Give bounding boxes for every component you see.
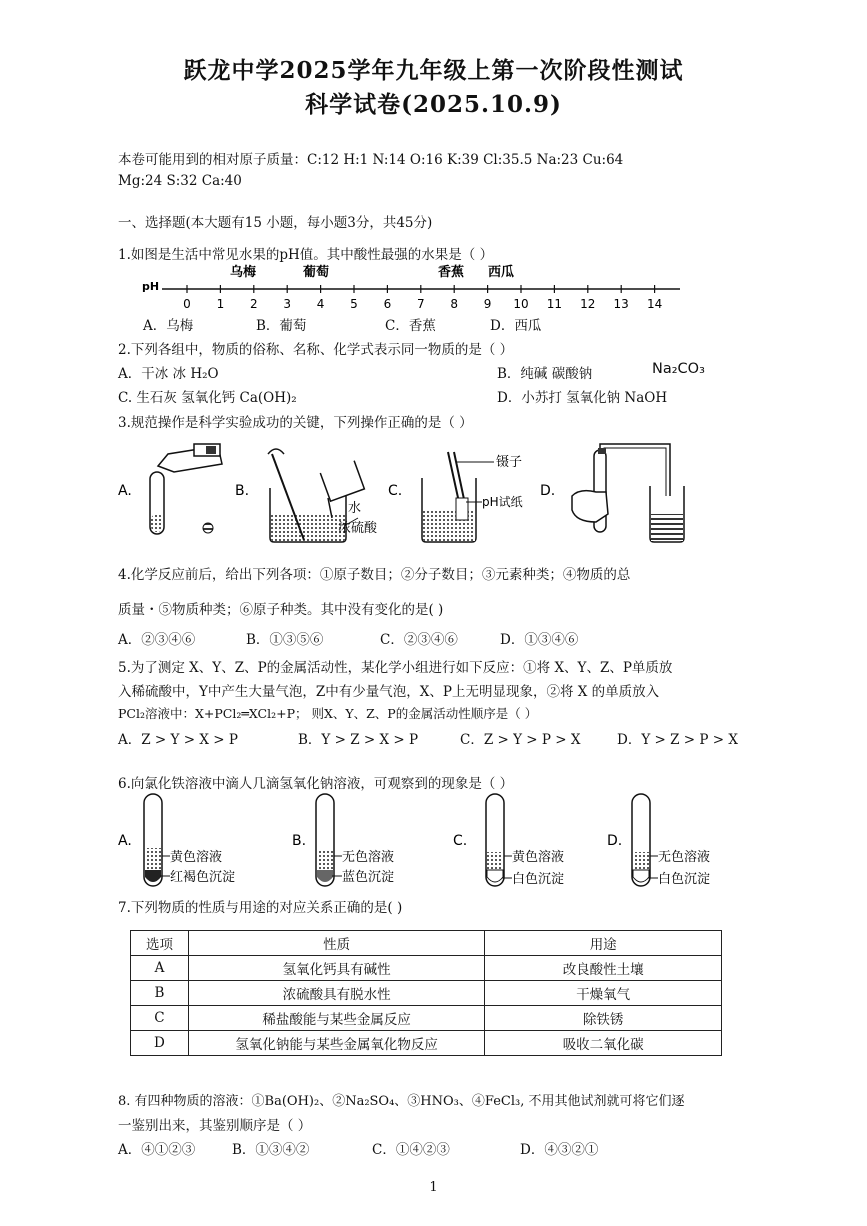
q1-option-c: C．香蕉 bbox=[385, 318, 436, 334]
table-cell: D bbox=[131, 1031, 189, 1056]
q5-stem-line-2: 入稀硫酸中，Y中产生大量气泡，Z中有少量气泡，X、P上无明显现象，②将 X 的单质放入 bbox=[118, 684, 660, 700]
operation-a-figure bbox=[118, 444, 222, 534]
q3-stem: 3.规范操作是科学实验成功的关键，下列操作正确的是（ ） bbox=[118, 415, 473, 431]
table-row bbox=[131, 956, 722, 981]
svg-text:浓硫酸: 浓硫酸 bbox=[338, 521, 378, 536]
operation-b-figure bbox=[235, 449, 378, 542]
q5-option-c: C．Z > Y > P > X bbox=[460, 732, 581, 748]
ph-tick-label: 11 bbox=[546, 297, 563, 311]
svg-text:B.: B. bbox=[235, 483, 250, 499]
section-heading: 一、选择题(本大题有15 小题，每小题3分，共45分) bbox=[118, 215, 433, 231]
ph-tick-label: 10 bbox=[513, 297, 529, 311]
svg-text:无色溶液: 无色溶液 bbox=[658, 850, 711, 865]
svg-text:白色沉淀: 白色沉淀 bbox=[658, 872, 711, 887]
ph-tick-label: 14 bbox=[646, 297, 663, 311]
tube-a bbox=[118, 794, 235, 886]
q8-option-c: C．①④②③ bbox=[372, 1142, 450, 1158]
q4-option-c: C．②③④⑥ bbox=[380, 632, 458, 648]
ph-scale-diagram bbox=[140, 262, 700, 312]
q7-stem: 7.下列物质的性质与用途的对应关系正确的是( ) bbox=[118, 900, 403, 916]
svg-text:蓝色沉淀: 蓝色沉淀 bbox=[342, 870, 395, 885]
q7-property-table bbox=[130, 930, 722, 1056]
ph-tick-label: 7 bbox=[416, 297, 425, 311]
q5-option-a: A．Z > Y > X > P bbox=[118, 732, 238, 748]
ph-tick-label: 4 bbox=[316, 297, 325, 311]
tube-c bbox=[453, 794, 564, 887]
q2-option-c: C. 生石灰 氢氧化钙 Ca(OH)₂ bbox=[118, 390, 297, 406]
table-header-cell: 选项 bbox=[131, 931, 189, 956]
q2-option-b: B．纯碱 碳酸钠 bbox=[497, 366, 593, 382]
ph-tick-label: 0 bbox=[183, 297, 191, 311]
q4-stem-line-2: 质量・⑤物质种类；⑥原子种类。其中没有变化的是( ) bbox=[118, 602, 444, 618]
ph-tick-label: 12 bbox=[580, 297, 596, 311]
svg-text:B.: B. bbox=[292, 833, 307, 849]
table-row bbox=[131, 1006, 722, 1031]
table-row bbox=[131, 981, 722, 1006]
q8-option-a: A．④①②③ bbox=[118, 1142, 196, 1158]
svg-text:D.: D. bbox=[540, 483, 556, 499]
svg-text:C.: C. bbox=[453, 833, 468, 849]
q1-option-b: B．葡萄 bbox=[256, 318, 307, 334]
ph-label: pH bbox=[142, 280, 160, 293]
q8-stem-line-1: 8. 有四种物质的溶液：①Ba(OH)₂、②Na₂SO₄、③HNO₃、④FeCl₃, 不用其他试剂就可将它们逐 bbox=[118, 1094, 685, 1109]
svg-text:A.: A. bbox=[118, 833, 132, 849]
svg-text:黄色溶液: 黄色溶液 bbox=[170, 850, 223, 865]
q4-stem-line-1: 4.化学反应前后，给出下列各项：①原子数目；②分子数目；③元素种类；④物质的总 bbox=[118, 567, 631, 583]
ph-tick-label: 1 bbox=[216, 297, 225, 311]
table-header-cell: 性质 bbox=[188, 931, 484, 956]
svg-text:A.: A. bbox=[118, 483, 132, 499]
table-cell: 改良酸性土壤 bbox=[485, 956, 722, 981]
fruit-grape: 葡萄 bbox=[303, 265, 330, 280]
ph-tick-label: 9 bbox=[483, 297, 492, 311]
exam-subtitle: 科学试卷(2025.10.9) bbox=[305, 91, 562, 118]
table-cell: 稀盐酸能与某些金属反应 bbox=[188, 1006, 484, 1031]
table-cell: 干燥氧气 bbox=[485, 981, 722, 1006]
q8-option-b: B．①③④② bbox=[232, 1142, 310, 1158]
table-row bbox=[131, 1031, 722, 1056]
q1-option-a: A．乌梅 bbox=[143, 318, 194, 334]
q3-lab-operations bbox=[110, 438, 710, 550]
q8-stem-line-2: 一鉴别出来，其鉴别顺序是（ ） bbox=[118, 1118, 312, 1134]
ph-tick-label: 8 bbox=[450, 297, 459, 311]
q2-stem: 2.下列各组中，物质的俗称、名称、化学式表示同一物质的是（ ） bbox=[118, 342, 514, 358]
q5-stem-line-3: PCl₂溶液中：X+PCl₂═XCl₂+P； 则X、Y、Z、P的金属活动性顺序是（ ） bbox=[118, 706, 538, 721]
q1-option-d: D．西瓜 bbox=[490, 318, 542, 334]
svg-text:红褐色沉淀: 红褐色沉淀 bbox=[170, 870, 236, 885]
tube-b bbox=[292, 794, 394, 886]
atomic-mass-line-1: 本卷可能用到的相对原子质量：C:12 H:1 N:14 O:16 K:39 Cl:35.5 Na:23 Cu:64 bbox=[118, 152, 624, 168]
table-cell: 吸收二氧化碳 bbox=[485, 1031, 722, 1056]
table-cell: 浓硫酸具有脱水性 bbox=[188, 981, 484, 1006]
table-header-row bbox=[131, 931, 722, 956]
q6-test-tubes bbox=[110, 790, 730, 890]
svg-text:C.: C. bbox=[388, 483, 403, 499]
page-number: 1 bbox=[429, 1180, 438, 1195]
fruit-banana: 香蕉 bbox=[438, 265, 465, 280]
ph-tick-label: 6 bbox=[383, 297, 392, 311]
operation-d-figure bbox=[540, 444, 684, 542]
q6-stem: 6.向氯化铁溶液中滴人几滴氢氧化钠溶液，可观察到的现象是（ ） bbox=[118, 776, 514, 792]
q8-option-d: D．④③②① bbox=[520, 1142, 599, 1158]
table-cell: C bbox=[131, 1006, 189, 1031]
ph-tick-label: 13 bbox=[613, 297, 629, 311]
q5-option-d: D．Y > Z > P > X bbox=[617, 732, 738, 748]
svg-text:pH试纸: pH试纸 bbox=[482, 495, 523, 509]
q2-option-d: D．小苏打 氢氧化钠 NaOH bbox=[497, 390, 668, 406]
atomic-mass-line-2: Mg:24 S:32 Ca:40 bbox=[118, 173, 242, 189]
ph-tick-label: 5 bbox=[350, 297, 358, 311]
table-header-cell: 用途 bbox=[485, 931, 722, 956]
q5-stem-line-1: 5.为了测定 X、Y、Z、P的金属活动性，某化学小组进行如下反应：①将 X、Y、Z、P单质放 bbox=[118, 660, 673, 676]
operation-c-figure bbox=[388, 452, 523, 542]
q4-option-d: D．①③④⑥ bbox=[500, 632, 579, 648]
tube-d bbox=[607, 794, 710, 887]
table-cell: 除铁锈 bbox=[485, 1006, 722, 1031]
fruit-wumei: 乌梅 bbox=[230, 265, 257, 280]
svg-text:镊子: 镊子 bbox=[496, 455, 523, 470]
svg-text:白色沉淀: 白色沉淀 bbox=[512, 872, 565, 887]
exam-title: 跃龙中学2025学年九年级上第一次阶段性测试 bbox=[183, 57, 684, 84]
ph-tick-label: 2 bbox=[249, 297, 258, 311]
table-cell: 氢氧化钙具有碱性 bbox=[188, 956, 484, 981]
fruit-watermelon: 西瓜 bbox=[488, 265, 515, 280]
svg-text:黄色溶液: 黄色溶液 bbox=[512, 850, 565, 865]
table-cell: B bbox=[131, 981, 189, 1006]
ph-tick-label: 3 bbox=[283, 297, 292, 311]
q2-option-b-formula: Na₂CO₃ bbox=[652, 361, 705, 377]
table-cell: 氢氧化钠能与某些金属氧化物反应 bbox=[188, 1031, 484, 1056]
q2-option-a: A．干冰 冰 H₂O bbox=[118, 366, 219, 382]
table-cell: A bbox=[131, 956, 189, 981]
svg-text:水: 水 bbox=[348, 501, 362, 516]
q5-option-b: B．Y > Z > X > P bbox=[298, 732, 419, 748]
q4-option-a: A．②③④⑥ bbox=[118, 632, 196, 648]
svg-text:D.: D. bbox=[607, 833, 623, 849]
q1-stem: 1.如图是生活中常见水果的pH值。其中酸性最强的水果是（ ） bbox=[118, 247, 494, 263]
svg-text:无色溶液: 无色溶液 bbox=[342, 850, 395, 865]
q4-option-b: B．①③⑤⑥ bbox=[246, 632, 324, 648]
